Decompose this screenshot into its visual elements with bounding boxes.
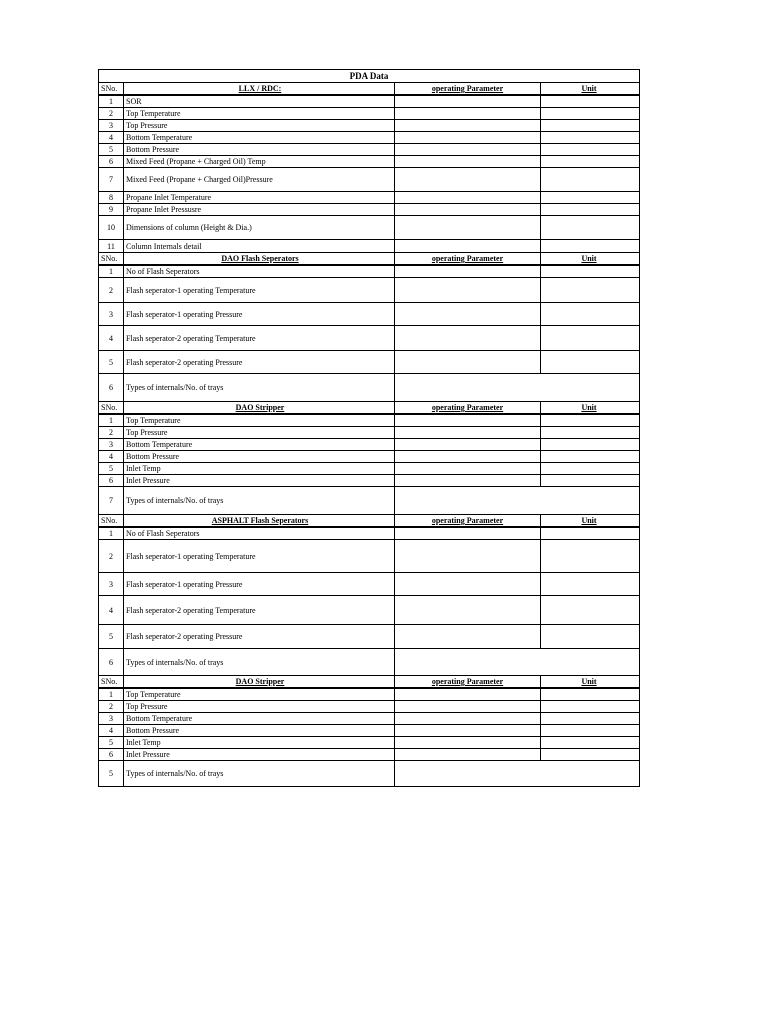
table-row — [99, 427, 639, 439]
table-row — [99, 463, 639, 475]
unit-value-cell[interactable] — [541, 427, 637, 438]
table-row — [99, 351, 639, 374]
header-unit: Unit — [581, 84, 597, 93]
unit-value-cell[interactable] — [541, 266, 637, 277]
table-row — [99, 278, 639, 303]
parameter-value-cell[interactable] — [395, 737, 541, 748]
table-row — [99, 132, 639, 144]
sections-container — [99, 83, 639, 787]
unit-value-cell[interactable] — [541, 326, 637, 350]
row-sno: 9 — [99, 204, 124, 215]
value-cell-merged[interactable] — [395, 487, 637, 514]
table-row — [99, 761, 639, 787]
parameter-value-cell[interactable] — [395, 266, 541, 277]
row-sno: 1 — [99, 96, 124, 107]
row-sno: 2 — [99, 108, 124, 119]
row-description: Flash seperator-2 operating Pressure — [124, 625, 395, 648]
table-row — [99, 96, 639, 108]
pda-data-sheet — [98, 69, 640, 787]
parameter-value-cell[interactable] — [395, 204, 541, 215]
parameter-value-cell[interactable] — [395, 240, 541, 252]
parameter-value-cell[interactable] — [395, 439, 541, 450]
header-operating-parameter: operating Parameter — [395, 676, 541, 687]
table-row — [99, 540, 639, 573]
unit-value-cell[interactable] — [541, 96, 637, 107]
row-description: Inlet Temp — [124, 463, 395, 474]
row-description: Propane Inlet Temperature — [124, 192, 395, 203]
row-sno: 5 — [99, 463, 124, 474]
table-row — [99, 216, 639, 240]
row-sno: 11 — [99, 240, 124, 252]
row-description: Dimensions of column (Height & Dia.) — [124, 216, 395, 239]
parameter-value-cell[interactable] — [395, 351, 541, 373]
header-unit: Unit — [581, 403, 597, 412]
parameter-value-cell[interactable] — [395, 689, 541, 700]
row-description: No of Flash Seperators — [124, 528, 395, 539]
row-description: Bottom Pressure — [124, 725, 395, 736]
row-description: Flash seperator-1 operating Temperature — [124, 540, 395, 572]
table-row — [99, 487, 639, 515]
row-sno: 4 — [99, 326, 124, 350]
unit-value-cell[interactable] — [541, 701, 637, 712]
unit-value-cell[interactable] — [541, 596, 637, 624]
table-row — [99, 689, 639, 701]
unit-value-cell[interactable] — [541, 303, 637, 325]
parameter-value-cell[interactable] — [395, 144, 541, 155]
row-description: Flash seperator-1 operating Pressure — [124, 573, 395, 595]
row-sno: 3 — [99, 303, 124, 325]
unit-value-cell[interactable] — [541, 463, 637, 474]
unit-value-cell[interactable] — [541, 415, 637, 426]
unit-value-cell[interactable] — [541, 144, 637, 155]
unit-value-cell[interactable] — [541, 240, 637, 252]
row-description: Top Temperature — [124, 689, 395, 700]
unit-value-cell[interactable] — [541, 451, 637, 462]
unit-value-cell[interactable] — [541, 475, 637, 486]
parameter-value-cell[interactable] — [395, 540, 541, 572]
row-sno: 8 — [99, 192, 124, 203]
parameter-value-cell[interactable] — [395, 132, 541, 143]
table-row — [99, 120, 639, 132]
parameter-value-cell[interactable] — [395, 463, 541, 474]
row-sno: 4 — [99, 596, 124, 624]
header-sno: SNo. — [99, 253, 124, 264]
row-description: Propane Inlet Pressusre — [124, 204, 395, 215]
parameter-value-cell[interactable] — [395, 415, 541, 426]
parameter-value-cell[interactable] — [395, 596, 541, 624]
unit-value-cell[interactable] — [541, 216, 637, 239]
row-description: Types of internals/No. of trays — [124, 374, 395, 401]
header-unit: Unit — [581, 516, 597, 525]
row-sno: 3 — [99, 120, 124, 131]
parameter-value-cell[interactable] — [395, 278, 541, 302]
row-description: Flash seperator-1 operating Pressure — [124, 303, 395, 325]
table-row — [99, 573, 639, 596]
parameter-value-cell[interactable] — [395, 108, 541, 119]
table-row — [99, 415, 639, 427]
header-unit: Unit — [581, 254, 597, 263]
header-section-name: DAO Flash Seperators — [124, 253, 395, 264]
table-row — [99, 108, 639, 120]
row-sno: 2 — [99, 540, 124, 572]
table-row — [99, 144, 639, 156]
section-asphalt-flash — [99, 515, 639, 676]
parameter-value-cell[interactable] — [395, 96, 541, 107]
unit-value-cell[interactable] — [541, 573, 637, 595]
table-row — [99, 266, 639, 278]
header-sno: SNo. — [99, 402, 124, 413]
sheet-title: PDA Data — [99, 70, 639, 83]
row-sno: 5 — [99, 761, 124, 786]
row-sno: 7 — [99, 487, 124, 514]
row-sno: 5 — [99, 625, 124, 648]
row-sno: 5 — [99, 144, 124, 155]
table-row — [99, 701, 639, 713]
unit-value-cell[interactable] — [541, 528, 637, 539]
unit-value-cell[interactable] — [541, 439, 637, 450]
table-row — [99, 451, 639, 463]
section-header — [99, 83, 639, 96]
header-sno: SNo. — [99, 83, 124, 94]
table-row — [99, 725, 639, 737]
row-description: Mixed Feed (Propane + Charged Oil) Temp — [124, 156, 395, 167]
header-section-name: DAO Stripper — [124, 402, 395, 413]
row-description: Bottom Temperature — [124, 439, 395, 450]
row-description: Flash seperator-2 operating Temperature — [124, 326, 395, 350]
unit-value-cell[interactable] — [541, 737, 637, 748]
parameter-value-cell[interactable] — [395, 701, 541, 712]
row-description: Flash seperator-1 operating Temperature — [124, 278, 395, 302]
section-header — [99, 515, 639, 528]
section-llx — [99, 83, 639, 253]
row-sno: 4 — [99, 132, 124, 143]
row-sno: 6 — [99, 156, 124, 167]
row-sno: 3 — [99, 439, 124, 450]
table-row — [99, 374, 639, 402]
unit-value-cell[interactable] — [541, 749, 637, 760]
parameter-value-cell[interactable] — [395, 475, 541, 486]
section-dao-flash — [99, 253, 639, 402]
table-row — [99, 749, 639, 761]
parameter-value-cell[interactable] — [395, 749, 541, 760]
unit-value-cell[interactable] — [541, 108, 637, 119]
row-sno: 7 — [99, 168, 124, 191]
unit-value-cell[interactable] — [541, 713, 637, 724]
row-sno: 3 — [99, 713, 124, 724]
header-unit: Unit — [581, 677, 597, 686]
row-description: Inlet Pressure — [124, 475, 395, 486]
table-row — [99, 596, 639, 625]
row-description: Top Temperature — [124, 108, 395, 119]
unit-value-cell[interactable] — [541, 168, 637, 191]
row-description: Top Pressure — [124, 427, 395, 438]
parameter-value-cell[interactable] — [395, 573, 541, 595]
header-section-name: LLX / RDC: — [124, 83, 395, 94]
row-sno: 6 — [99, 749, 124, 760]
row-description: Bottom Temperature — [124, 713, 395, 724]
row-sno: 4 — [99, 451, 124, 462]
parameter-value-cell[interactable] — [395, 168, 541, 191]
unit-value-cell[interactable] — [541, 278, 637, 302]
parameter-value-cell[interactable] — [395, 120, 541, 131]
table-row — [99, 625, 639, 649]
row-sno: 1 — [99, 415, 124, 426]
table-row — [99, 713, 639, 725]
row-sno: 6 — [99, 475, 124, 486]
table-row — [99, 737, 639, 749]
unit-value-cell[interactable] — [541, 120, 637, 131]
row-sno: 5 — [99, 351, 124, 373]
table-row — [99, 649, 639, 676]
parameter-value-cell[interactable] — [395, 528, 541, 539]
row-description: No of Flash Seperators — [124, 266, 395, 277]
unit-value-cell[interactable] — [541, 192, 637, 203]
value-cell-merged[interactable] — [395, 649, 637, 675]
header-operating-parameter: operating Parameter — [395, 515, 541, 526]
header-sno: SNo. — [99, 515, 124, 526]
row-description: Top Pressure — [124, 120, 395, 131]
row-sno: 5 — [99, 737, 124, 748]
parameter-value-cell[interactable] — [395, 156, 541, 167]
row-sno: 4 — [99, 725, 124, 736]
parameter-value-cell[interactable] — [395, 192, 541, 203]
table-row — [99, 168, 639, 192]
row-description: SOR — [124, 96, 395, 107]
row-description: Top Temperature — [124, 415, 395, 426]
table-row — [99, 475, 639, 487]
row-sno: 6 — [99, 374, 124, 401]
row-description: Bottom Temperature — [124, 132, 395, 143]
table-row — [99, 156, 639, 168]
header-section-name: ASPHALT Flash Seperators — [124, 515, 395, 526]
parameter-value-cell[interactable] — [395, 427, 541, 438]
header-operating-parameter: operating Parameter — [395, 402, 541, 413]
section-dao-stripper-2 — [99, 676, 639, 787]
unit-value-cell[interactable] — [541, 540, 637, 572]
table-row — [99, 192, 639, 204]
row-description: Inlet Pressure — [124, 749, 395, 760]
row-description: Types of internals/No. of trays — [124, 487, 395, 514]
row-description: Types of internals/No. of trays — [124, 761, 395, 786]
table-row — [99, 240, 639, 253]
section-header — [99, 402, 639, 415]
header-section-name: DAO Stripper — [124, 676, 395, 687]
unit-value-cell[interactable] — [541, 725, 637, 736]
parameter-value-cell[interactable] — [395, 216, 541, 239]
table-row — [99, 204, 639, 216]
table-row — [99, 303, 639, 326]
parameter-value-cell[interactable] — [395, 326, 541, 350]
row-description: Column Internals detail — [124, 240, 395, 252]
section-header — [99, 253, 639, 266]
row-sno: 3 — [99, 573, 124, 595]
row-sno: 1 — [99, 528, 124, 539]
header-operating-parameter: operating Parameter — [395, 83, 541, 94]
row-sno: 1 — [99, 266, 124, 277]
unit-value-cell[interactable] — [541, 625, 637, 648]
parameter-value-cell[interactable] — [395, 303, 541, 325]
row-sno: 10 — [99, 216, 124, 239]
unit-value-cell[interactable] — [541, 351, 637, 373]
row-description: Bottom Pressure — [124, 144, 395, 155]
row-description: Mixed Feed (Propane + Charged Oil)Pressure — [124, 168, 395, 191]
value-cell-merged[interactable] — [395, 374, 637, 401]
parameter-value-cell[interactable] — [395, 713, 541, 724]
parameter-value-cell[interactable] — [395, 451, 541, 462]
unit-value-cell[interactable] — [541, 689, 637, 700]
row-description: Top Pressure — [124, 701, 395, 712]
table-row — [99, 528, 639, 540]
parameter-value-cell[interactable] — [395, 625, 541, 648]
unit-value-cell[interactable] — [541, 156, 637, 167]
unit-value-cell[interactable] — [541, 132, 637, 143]
table-row — [99, 439, 639, 451]
header-sno: SNo. — [99, 676, 124, 687]
value-cell-merged[interactable] — [395, 761, 637, 786]
row-description: Inlet Temp — [124, 737, 395, 748]
header-operating-parameter: operating Parameter — [395, 253, 541, 264]
row-description: Flash seperator-2 operating Pressure — [124, 351, 395, 373]
section-dao-stripper-1 — [99, 402, 639, 515]
row-description: Flash seperator-2 operating Temperature — [124, 596, 395, 624]
row-description: Types of internals/No. of trays — [124, 649, 395, 675]
section-header — [99, 676, 639, 689]
row-sno: 6 — [99, 649, 124, 675]
row-sno: 2 — [99, 278, 124, 302]
row-sno: 2 — [99, 427, 124, 438]
row-sno: 2 — [99, 701, 124, 712]
table-row — [99, 326, 639, 351]
row-sno: 1 — [99, 689, 124, 700]
row-description: Bottom Pressure — [124, 451, 395, 462]
parameter-value-cell[interactable] — [395, 725, 541, 736]
unit-value-cell[interactable] — [541, 204, 637, 215]
